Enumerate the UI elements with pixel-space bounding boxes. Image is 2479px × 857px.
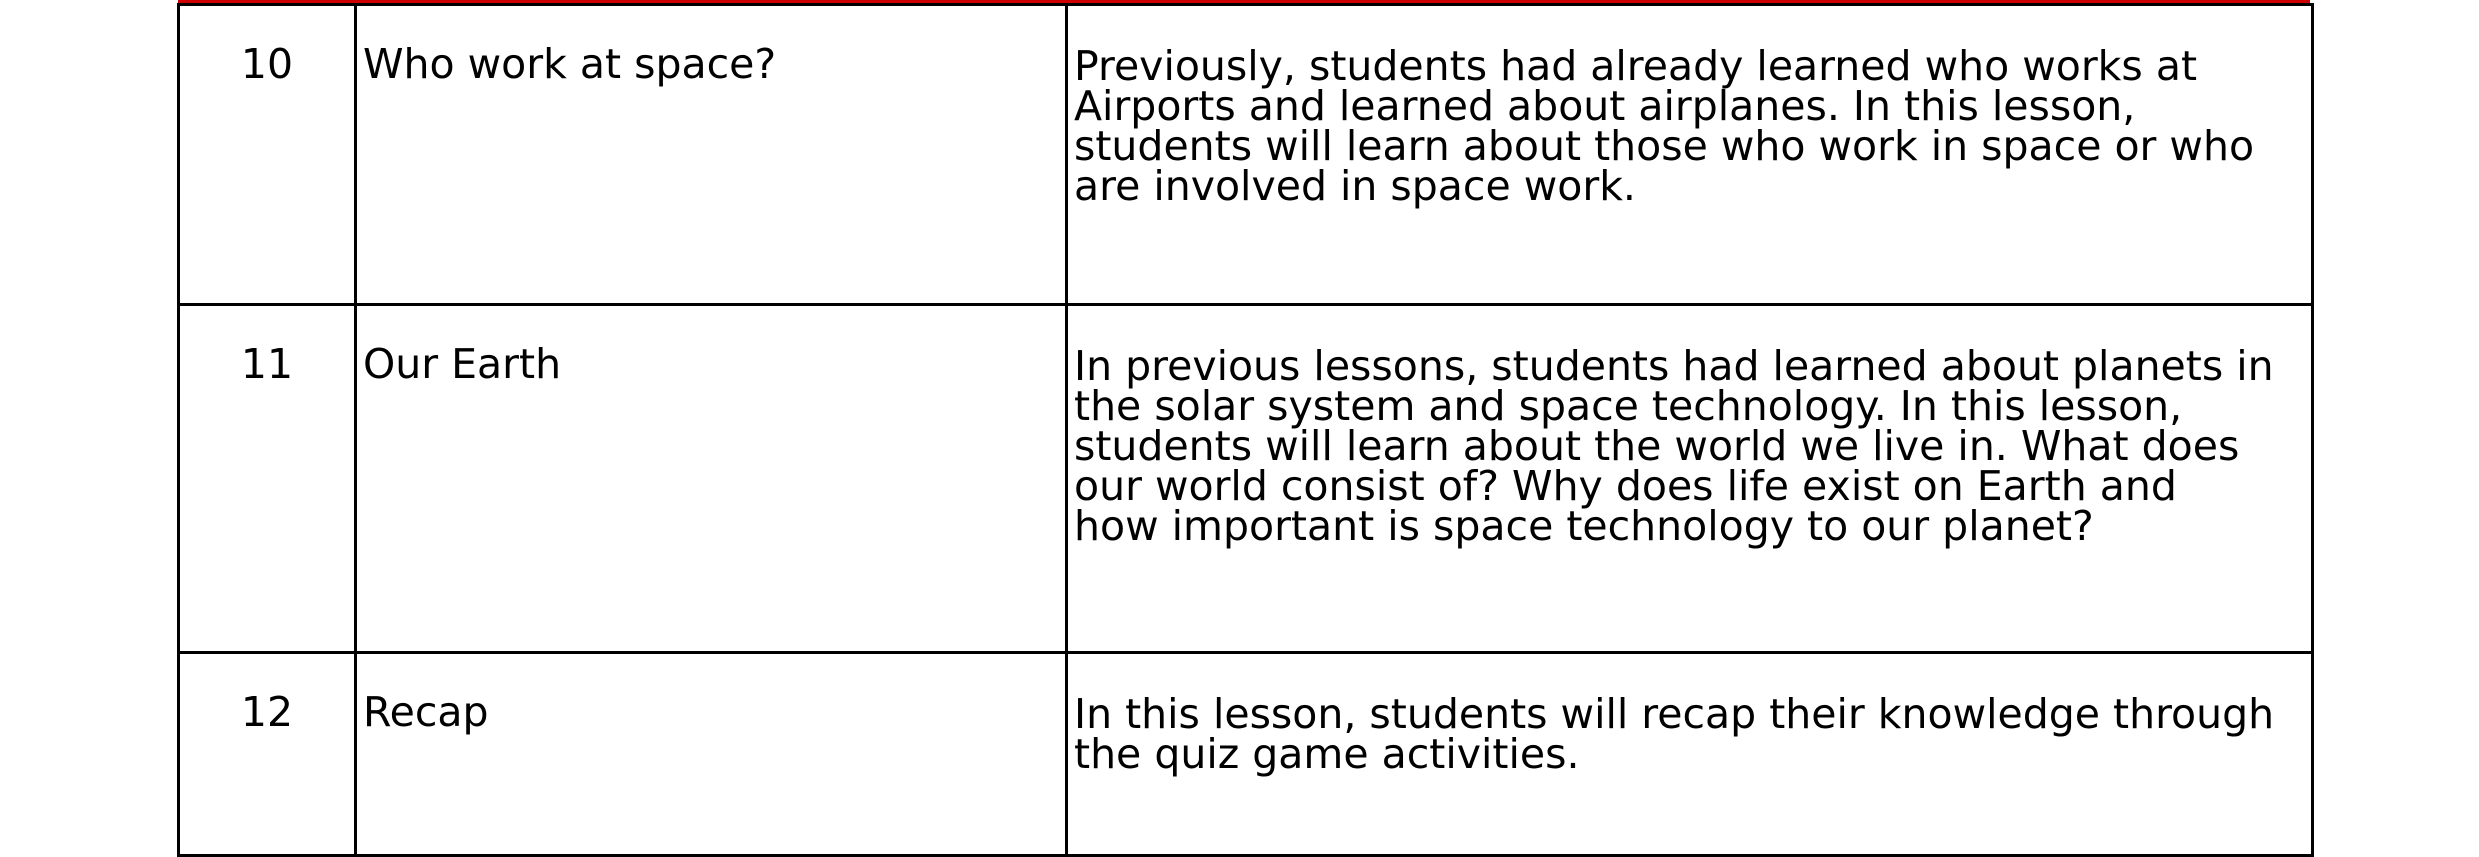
lesson-number-cell: 12: [179, 653, 356, 856]
lesson-title-cell: Recap: [356, 653, 1067, 856]
lesson-title-cell: Our Earth: [356, 305, 1067, 653]
lesson-description-cell: In this lesson, students will recap their knowledge through the quiz game activities.: [1067, 653, 2313, 856]
table-row: [179, 5, 2313, 305]
table-row: [179, 305, 2313, 653]
lesson-table: [177, 3, 2314, 857]
table-row: [179, 653, 2313, 856]
lesson-description-cell: Previously, students had already learned who works at Airports and learned about airplanes. In this lesson, students will learn about those who work in space or who are involved in space work.: [1067, 5, 2313, 305]
lesson-description-cell: In previous lessons, students had learned about planets in the solar system and space technology. In this lesson, students will learn about the world we live in. What does our world consist of? Why does life exist on Earth and how important is space technology to our planet?: [1067, 305, 2313, 653]
lesson-title-cell: Who work at space?: [356, 5, 1067, 305]
lesson-number-cell: 11: [179, 305, 356, 653]
lesson-number-cell: 10: [179, 5, 356, 305]
